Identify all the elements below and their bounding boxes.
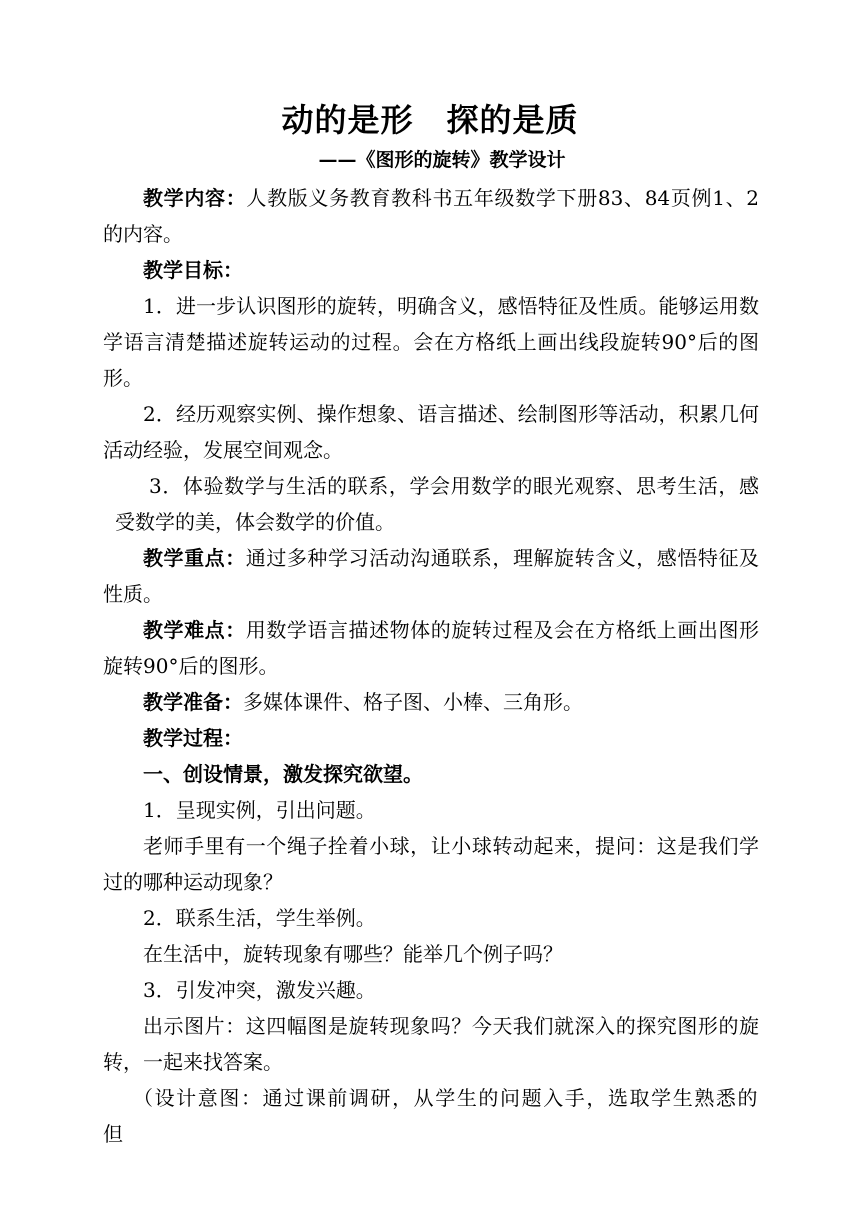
preparation-label: 教学准备： xyxy=(143,690,243,714)
preparation-text: 多媒体课件、格子图、小棒、三角形。 xyxy=(243,690,583,714)
key-point-paragraph xyxy=(103,540,759,612)
design-note: （设计意图：通过课前调研，从学生的问题入手，选取学生熟悉的但 xyxy=(103,1086,759,1146)
document-subtitle: ——《图形的旋转》教学设计 xyxy=(318,149,566,171)
key-point-label: 教学重点： xyxy=(143,546,246,570)
key-point-text: 通过多种学习活动沟通联系，理解旋转含义，感悟特征及性质。 xyxy=(103,546,760,606)
step-3-text: 出示图片：这四幅图是旋转现象吗？今天我们就深入的探究图形的旋转，一起来找答案。 xyxy=(103,1014,759,1074)
teaching-content-paragraph xyxy=(103,180,759,252)
document-title: 动的是形 探的是质 xyxy=(281,101,579,139)
goal-1: 1．进一步认识图形的旋转，明确含义，感悟特征及性质。能够运用数学语言清楚描述旋转运动的过程。会在方格纸上画出线段旋转90°后的图形。 xyxy=(103,294,759,390)
document-body xyxy=(103,180,759,1152)
difficulty-paragraph xyxy=(103,612,759,684)
preparation-paragraph xyxy=(103,684,759,720)
teaching-content-text: 人教版义务教育教科书五年级数学下册83、84页例1、2的内容。 xyxy=(103,186,759,246)
teaching-content-label: 教学内容： xyxy=(143,186,247,210)
difficulty-label: 教学难点： xyxy=(143,618,246,642)
step-1-heading: 1．呈现实例，引出问题。 xyxy=(143,798,376,822)
goal-2: 2．经历观察实例、操作想象、语言描述、绘制图形等活动，积累几何活动经验，发展空间观念。 xyxy=(103,402,759,462)
goal-3: 3．体验数学与生活的联系，学会用数学的眼光观察、思考生活，感受数学的美，体会数学的价值。 xyxy=(115,474,759,534)
step-2-heading: 2．联系生活，学生举例。 xyxy=(143,906,376,930)
teaching-goals-heading: 教学目标： xyxy=(143,258,243,282)
step-1-text: 老师手里有一个绳子拴着小球，让小球转动起来，提问：这是我们学过的哪种运动现象？ xyxy=(103,834,759,894)
difficulty-text: 用数学语言描述物体的旋转过程及会在方格纸上画出图形旋转90°后的图形。 xyxy=(103,618,760,678)
step-3-heading: 3．引发冲突，激发兴趣。 xyxy=(143,978,376,1002)
teaching-process-heading: 教学过程： xyxy=(143,726,243,750)
step-2-text: 在生活中，旋转现象有哪些？能举几个例子吗？ xyxy=(143,942,563,966)
section-1-heading: 一、创设情景，激发探究欲望。 xyxy=(143,762,423,786)
